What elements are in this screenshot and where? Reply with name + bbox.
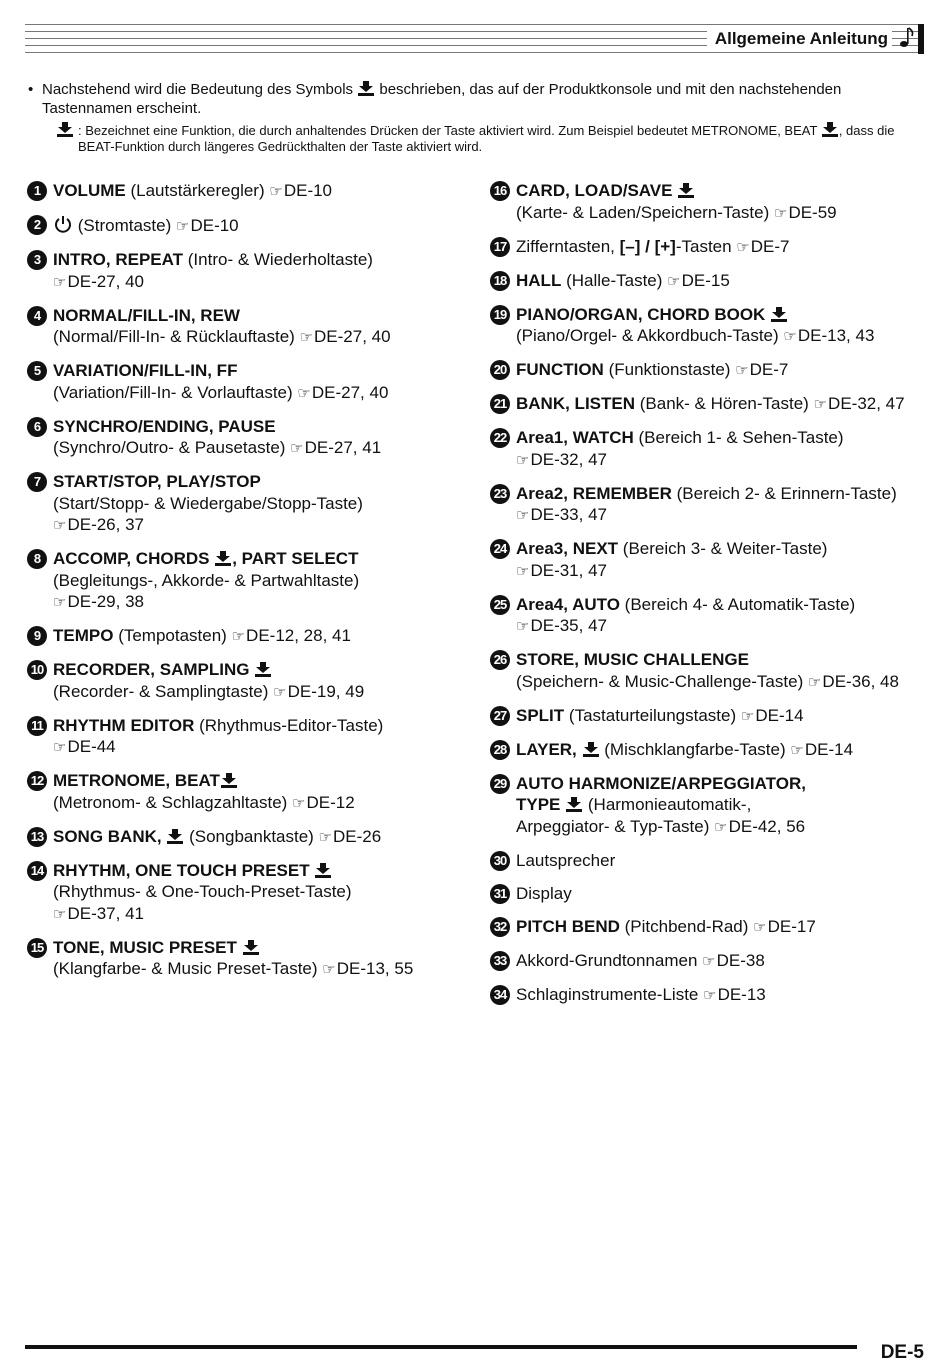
hold-symbol-icon [214,550,232,566]
item-number: 33 [490,951,510,971]
hold-symbol-icon [677,182,695,198]
item-number: 29 [490,774,510,794]
list-item: 5 VARIATION/FILL-IN, FF (Variation/Fill-In- & Vorlauftaste) ☞DE-27, 40 [27,360,472,404]
list-item: 12 METRONOME, BEAT (Metronom- & Schlagzahltaste) ☞DE-12 [27,770,472,814]
item-number: 27 [490,706,510,726]
list-item: 28 LAYER, (Mischklangfarbe-Taste) ☞DE-14 [490,739,930,762]
list-item: 1 VOLUME (Lautstärkeregler) ☞DE-10 [27,180,472,203]
hold-symbol-icon [770,306,788,322]
item-number: 1 [27,181,47,201]
ref-icon: ☞ [714,818,728,836]
list-item: 26 STORE, MUSIC CHALLENGE (Speichern- & Music-Challenge-Taste) ☞DE-36, 48 [490,649,930,693]
item-number: 16 [490,181,510,201]
intro-note-text: : Bezeichnet eine Funktion, die durch anhaltendes Drücken der Taste aktiviert wird. Zum Beispiel bedeutet METRONOME, BEAT , dass die BEAT-Funktion durch längeres Gedrückthalten der Taste aktiviert wird. [78,123,895,154]
music-note-icon [896,24,916,52]
ref-icon: ☞ [807,673,822,691]
item-number: 4 [27,306,47,326]
intro-section [28,80,923,155]
ref-icon: ☞ [783,328,797,345]
item-number: 11 [27,716,47,736]
list-item: 3 INTRO, REPEAT (Intro- & Wiederholtaste) ☞DE-27, 40 [27,249,472,293]
item-number: 18 [490,271,510,291]
hold-symbol-icon [582,741,600,757]
bullet: • [28,81,34,98]
ref-icon: ☞ [318,828,333,846]
list-item: 17 Zifferntasten, [–] / [+]-Tasten ☞DE-7 [490,236,930,259]
ref-icon: ☞ [516,507,530,524]
list-item: 20 FUNCTION (Funktionstaste) ☞DE-7 [490,359,930,382]
hold-symbol-icon [565,796,583,812]
item-number: 20 [490,360,510,380]
hold-symbol-icon [314,862,332,878]
list-item: 32 PITCH BEND (Pitchbend-Rad) ☞DE-17 [490,916,930,939]
hold-symbol-icon [220,772,238,788]
ref-icon: ☞ [53,273,67,291]
ref-icon: ☞ [290,440,304,457]
item-number: 5 [27,361,47,381]
intro-text: Nachstehend wird die Bedeutung des Symbols beschrieben, das auf der Produktkonsole und mit den nachstehenden Tastennamen erscheint. [42,81,842,117]
list-item: 21 BANK, LISTEN (Bank- & Hören-Taste) ☞DE-32, 47 [490,393,930,416]
ref-icon: ☞ [273,683,287,701]
hold-symbol-icon [821,121,839,137]
list-item: 16 CARD, LOAD/SAVE (Karte- & Laden/Speichern-Taste) ☞DE-59 [490,180,930,224]
item-number: 31 [490,884,510,904]
item-number: 22 [490,428,510,448]
item-number: 6 [27,417,47,437]
list-item: 8 ACCOMP, CHORDS , PART SELECT (Begleitungs-, Akkorde- & Partwahltaste) ☞DE-29, 38 [27,548,472,614]
ref-icon: ☞ [516,451,530,469]
page-number: DE-5 [880,1342,924,1363]
ref-icon: ☞ [773,204,788,222]
item-number: 8 [27,549,47,569]
item-number: 3 [27,250,47,270]
item-number: 32 [490,917,510,937]
item-number: 12 [27,771,47,791]
item-number: 10 [27,660,47,680]
item-number: 9 [27,626,47,646]
item-number: 7 [27,472,47,492]
hold-symbol-icon [254,661,272,677]
item-number: 26 [490,650,510,670]
item-number: 30 [490,851,510,871]
list-item: 7 START/STOP, PLAY/STOP (Start/Stopp- & Wiedergabe/Stopp-Taste) ☞DE-26, 37 [27,471,472,537]
ref-icon: ☞ [53,517,67,534]
list-item: 11 RHYTHM EDITOR (Rhythmus-Editor-Taste) ☞DE-44 [27,715,472,759]
item-number: 24 [490,539,510,559]
list-item: 29 AUTO HARMONIZE/ARPEGGIATOR, TYPE (Harmonieautomatik-, Arpeggiator- & Typ-Taste) ☞DE-42, 56 [490,773,930,839]
hold-symbol-icon [166,828,184,844]
list-item: 22 Area1, WATCH (Bereich 1- & Sehen-Taste) ☞DE-32, 47 [490,427,930,471]
ref-icon: ☞ [292,794,306,812]
list-item: 15 TONE, MUSIC PRESET (Klangfarbe- & Music Preset-Taste) ☞DE-13, 55 [27,937,472,981]
item-number: 34 [490,985,510,1005]
item-number: 17 [490,237,510,257]
item-number: 23 [490,484,510,504]
item-number: 2 [27,215,47,235]
ref-icon: ☞ [53,594,67,611]
power-icon [53,214,73,234]
ref-icon: ☞ [735,362,749,379]
item-number: 19 [490,305,510,325]
ref-icon: ☞ [703,986,717,1004]
ref-icon: ☞ [790,741,804,759]
ref-icon: ☞ [667,272,681,290]
list-item: 4 NORMAL/FILL-IN, REW (Normal/Fill-In- & Rücklauftaste) ☞DE-27, 40 [27,305,472,349]
hold-symbol-icon [56,121,74,137]
list-item: 9 TEMPO (Tempotasten) ☞DE-12, 28, 41 [27,625,472,648]
ref-icon: ☞ [753,918,767,936]
list-item: 14 RHYTHM, ONE TOUCH PRESET (Rhythmus- & One-Touch-Preset-Taste) ☞DE-37, 41 [27,860,472,926]
left-column [27,180,472,992]
ref-icon: ☞ [299,329,314,346]
ref-icon: ☞ [740,707,755,725]
list-item: 19 PIANO/ORGAN, CHORD BOOK (Piano/Orgel- & Akkordbuch-Taste) ☞DE-13, 43 [490,304,930,348]
page-header-title: Allgemeine Anleitung [707,29,892,49]
list-item: 6 SYNCHRO/ENDING, PAUSE (Synchro/Outro- & Pausetaste) ☞DE-27, 41 [27,416,472,460]
ref-icon: ☞ [53,739,67,756]
list-item: 23 Area2, REMEMBER (Bereich 2- & Erinnern-Taste) ☞DE-33, 47 [490,483,930,527]
item-number: 15 [27,938,47,958]
list-item: 27 SPLIT (Tastaturteilungstaste) ☞DE-14 [490,705,930,728]
footer-rule [25,1345,857,1349]
ref-icon: ☞ [813,396,828,413]
right-column [490,180,930,1018]
list-item: 30 Lautsprecher [490,850,930,872]
list-item: 33 Akkord-Grundtonnamen ☞DE-38 [490,950,930,973]
ref-icon: ☞ [53,905,67,923]
ref-icon: ☞ [516,562,530,580]
list-item: 31 Display [490,883,930,905]
ref-icon: ☞ [736,238,750,256]
ref-icon: ☞ [231,628,246,645]
hold-symbol-icon [357,80,375,96]
hold-symbol-icon [242,939,260,955]
list-item: 24 Area3, NEXT (Bereich 3- & Weiter-Taste) ☞DE-31, 47 [490,538,930,582]
ref-icon: ☞ [702,952,716,970]
list-item: 25 Area4, AUTO (Bereich 4- & Automatik-Taste) ☞DE-35, 47 [490,594,930,638]
list-item: 10 RECORDER, SAMPLING (Recorder- & Samplingtaste) ☞DE-19, 49 [27,659,472,703]
ref-icon: ☞ [322,961,336,978]
item-number: 14 [27,861,47,881]
item-number: 13 [27,827,47,847]
list-item: 2 (Stromtaste) ☞DE-10 [27,214,472,238]
list-item: 13 SONG BANK, (Songbanktaste) ☞DE-26 [27,826,472,849]
item-number: 28 [490,740,510,760]
item-number: 21 [490,394,510,414]
item-number: 25 [490,595,510,615]
list-item: 34 Schlaginstrumente-Liste ☞DE-13 [490,984,930,1007]
ref-icon: ☞ [269,183,283,200]
list-item: 18 HALL (Halle-Taste) ☞DE-15 [490,270,930,293]
header-end-bar [918,24,924,54]
ref-icon: ☞ [516,618,530,635]
ref-icon: ☞ [297,384,311,402]
ref-icon: ☞ [176,218,190,235]
